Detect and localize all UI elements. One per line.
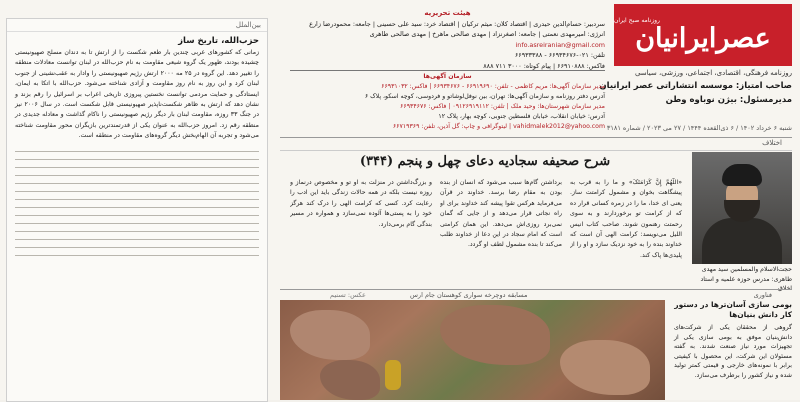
article-column-2: برداشتن گام‌ها سبب می‌شود که انسان از بنده بودن به مقام رضا برسد. خداوند در قرآن می‌فرماید هرکس تقوا پیشه کند خداوند برای او راه نجاتی قرار می‌دهد و از جایی که گمان نمی‌برد روزی‌اش می‌دهد. این همان کرامتی است که امام سجاد در این دعا از خداوند طلب می‌کند تا بنده مشمول لطف او گردد. bbox=[440, 179, 562, 249]
staff-line-2: انرژی: امیرمهدی نعمتی | جامعه: اصغرنزاد | مهدی صالحی ماهرخ | مهدی صالحی طاهری bbox=[369, 30, 605, 38]
contacts-line-5: vahidmalek2012@yahoo.com | لیتوگرافی و چاپ: گل آذین، تلفن: ۶۶۷۱۹۳۶۹ bbox=[392, 123, 605, 130]
owner-line: صاحب امتیاز: موسسه انتشاراتی عصر ایرانیان bbox=[599, 81, 792, 91]
contacts-line-2: آدرس دفتر روزنامه و سازمان آگهی‌ها: تهران، بین نوفل‌لوشاتو و فردوسی، کوچه اسکو، پلاک ۶ bbox=[364, 93, 605, 100]
masthead-logo bbox=[614, 4, 792, 66]
tagline: روزنامه فرهنگی، اقتصادی، اجتماعی، ورزشی، سیاسی bbox=[634, 69, 792, 77]
editorial-staff bbox=[290, 8, 605, 71]
cyclist bbox=[385, 360, 401, 390]
main-headline: شرح صحیفه سجادیه دعای چهل و پنجم (۳۴۴) bbox=[359, 154, 611, 169]
author-photo bbox=[692, 152, 792, 264]
cycling-photo bbox=[280, 300, 665, 400]
masthead-subtitle: روزنامه صبح ایران bbox=[614, 16, 660, 24]
staff-phone: تلفن: ۰۲۱-۶۶۹۳۴۶۷۶ - ۶۶۹۳۳۳۸۸ bbox=[514, 51, 605, 59]
section-bar bbox=[280, 137, 792, 151]
dateline: شنبه ۶ خرداد ۱۴۰۲ / ۶ ذی‌القعده ۱۴۴۴ / ۲۷ می ۲۰۲۳ / شماره ۳۱۸۱ bbox=[606, 124, 792, 132]
tech-title: بومی سازی آسان‌تر‌ها در دستور کار دانش بنیان‌ها bbox=[674, 300, 792, 319]
ads-contacts bbox=[290, 72, 605, 132]
text-lines bbox=[7, 142, 267, 265]
contacts-line-1: مدیر سازمان آگهی‌ها: مریم کاظمی - تلفن: ۶۶۹۱۹۶۹۰ - ۶۶۹۳۴۶۷۶ | فاکس: ۶۶۹۳۱۰۳۲ bbox=[381, 83, 605, 90]
section-bar-label: اختلاف bbox=[762, 139, 782, 147]
photo-caption: حجت‌الاسلام والمسلمین سید مهدی طاهری: مدرس حوزه علمیه و استاد اخلاق bbox=[700, 266, 792, 292]
staff-email[interactable]: info.asreiranian@gmail.com bbox=[515, 40, 605, 49]
article-column-3: و بزرگ‌داشتن در منزلت به او تو و مخصوص درنماز و روزه نیست بلکه در همه حالات زندگی باید این ادب را رعایت کرد. کسی که کرامت الهی را درک کند هرگز خود را به پستی‌ها آلوده نمی‌سازد و همواره در مسیر بندگی گام برمی‌دارد. bbox=[290, 179, 432, 228]
article-title: حزب‌الله، تاریخ ساز bbox=[178, 36, 259, 46]
staff-line-1: سردبیر: حسام‌الدین حیدری | اقتصاد کلان: میثم ترکیان | اقتصاد خرد: سید علی حسینی | جامعه: محمودرضا زارع bbox=[309, 19, 605, 28]
newspaper-logo: عصرایرانیان bbox=[635, 22, 771, 54]
divider bbox=[290, 70, 605, 71]
photo-credit: عکس: تسنیم bbox=[330, 291, 366, 299]
staff-fax: فاکس: ۶۶۹۱۰۸۸۸ | پیام کوتاه: ۳۰۰۰ ۷۱۱ ۸۸۸ bbox=[483, 61, 605, 70]
article-column-1: «اللَّهُمَّ إِنَّ کَرَامَتَکَ» و ما را به قرب به پیشگاهت بخوان و مشمول کرامتت ساز. یعنی ای خدا، ما را در زمره کسانی قرار ده که از کرامت تو برخوردارند و به سوی رحمتت رهنمون شوند. صاحب کتاب انیس اللیل می‌نویسد: کرامت الهی آن است که خداوند بنده را به خود نزدیک سازد و او را از پلیدی‌ها پاک کند. bbox=[570, 179, 682, 259]
bigphoto-caption: مسابقه دوچرخه سواری کوهستان جام ارس bbox=[410, 291, 528, 299]
tech-article bbox=[674, 300, 792, 400]
left-column-article bbox=[6, 18, 268, 402]
contacts-line-3: مدیر سازمان شهرستان‌ها: وحید ملک | تلفن: ۰۹۱۲۶۹۱۹۱۱۲ | فاکس: ۶۶۹۳۴۶۷۶ bbox=[400, 103, 605, 110]
tech-body: گروهی از محققان یکی از شرکت‌های دانش‌بنیان موفق به بومی سازی یکی از تجهیزات مورد نیاز صنعت شدند. به گفته مسئولان این شرکت، این محصول با کیفیتی برابر با نمونه‌های خارجی و قیمتی کمتر تولید شده و نیاز کشور را برطرف می‌سازد. bbox=[674, 324, 792, 379]
section-label: بین‌الملل bbox=[7, 19, 267, 32]
contacts-header: سازمان آگهی‌ها bbox=[423, 73, 472, 80]
article-body: زمانی که کشورهای عربی چندین بار طعم شکست را از ارتش تا به دندان مسلح صهیونیستی چشیده بودند، ظهور یک گروه شیعی مقاومت به نام حزب‌الله در لبنان توانست معادلات منطقه را تغییر دهد. این گروه در ۲۵ مه ۲۰۰۰ ارتش رژیم صهیونیستی را وادار به عقب‌نشینی از جنوب لبنان کرد و این روز به نام روز مقاومت و آزادی شناخته می‌شود. حزب‌الله با اتکا به ایمان، ایستادگی و حمایت مردمی توانست نخستین پیروزی تاریخی اعراب بر اسرائیل را رقم بزند و نشان دهد که ارتش به ظاهر شکست‌ناپذیر صهیونیستی قابل شکست است. در سال ۲۰۰۶ نیز در جنگ ۳۳ روزه، مقاومت لبنان بار دیگر رژیم صهیونیستی را ناکام گذاشت و معادله جدیدی در منطقه رقم زد. امروز حزب‌الله به عنوان یکی از قدرتمندترین بازیگران محور مقاومت شناخته می‌شود و تجربه آن الهام‌بخش دیگر گروه‌های مقاومت در منطقه است. bbox=[15, 49, 259, 140]
category-label: فناوری bbox=[753, 291, 772, 299]
director-line: مدیرمسئول: بیژن نوباوه وطن bbox=[665, 95, 792, 105]
photo-bar bbox=[280, 289, 792, 300]
staff-header: هیئت تحریریه bbox=[424, 9, 471, 17]
contacts-line-4: آدرس: خیابان انقلاب، خیابان فلسطین جنوبی، کوچه بهار، پلاک ۱۲ bbox=[438, 113, 605, 120]
